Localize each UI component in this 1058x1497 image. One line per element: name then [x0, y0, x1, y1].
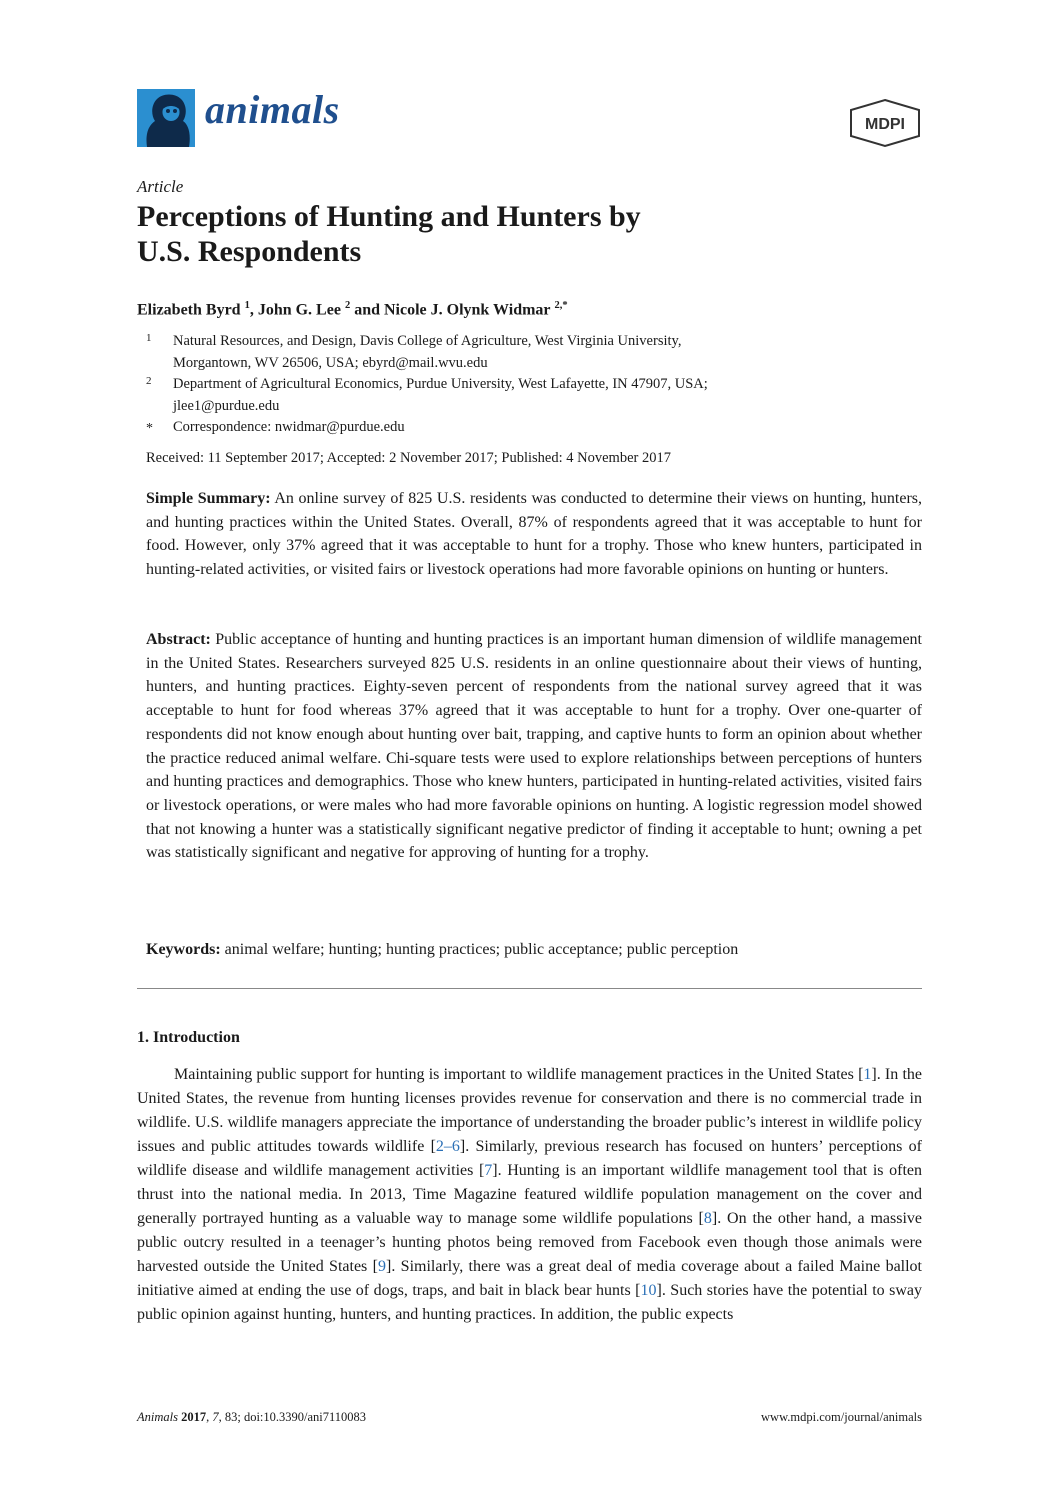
journal-name: animals — [205, 87, 340, 132]
introduction-body — [137, 1063, 922, 1327]
article-type: Article — [137, 177, 184, 196]
citation-link[interactable]: 1 — [863, 1066, 872, 1083]
author-affil-mark: 2 — [344, 300, 351, 311]
publication-dates: Received: 11 September 2017; Accepted: 2 November 2017; Published: 4 November 2017 — [146, 450, 671, 466]
author-name: Elizabeth Byrd — [137, 301, 241, 319]
abstract — [146, 628, 922, 865]
abstract-text: Public acceptance of hunting and hunting practices is an important human dimension of wildlife management in the United States. Researchers surveyed 825 U.S. residents in an online questionnaire about their views of hunting, hunters, and hunting practices. Eighty-seven percent of respondents from the national survey agreed that it was acceptable to hunt for food whereas 37% agreed that it was acceptable to hunt for a trophy. Over one-quarter of respondents did not know enough about hunting over bait, trapping, and captive hunts to form an opinion about whether the practice reduced animal welfare. Chi-square tests were used to explore relationships between perceptions of hunters and hunting practices and demographics. Those who knew hunters, participated in hunting-related activities, visited fairs or livestock operations, or were males who had more favorable opinions on hunting. A logistic regression model showed that not knowing a hunter was a statistically significant negative predictor of finding it acceptable to hunt; owning a pet was statistically significant and negative for approving of hunting for a trophy. — [146, 631, 923, 862]
section-heading: 1. Introduction — [137, 1029, 240, 1046]
abstract-label: Abstract: — [146, 631, 211, 648]
footer-year: 2017 — [181, 1410, 207, 1424]
journal-logo-icon — [137, 89, 195, 147]
keywords-text: animal welfare; hunting; hunting practices; public acceptance; public perception — [224, 941, 739, 958]
title-line-2: U.S. Respondents — [137, 235, 362, 268]
citation-link[interactable]: 8 — [703, 1210, 712, 1227]
body-text: ]. On the other hand, a massive public outcry resulted in a teenager’s hunting photos being removed from Facebook even though those animals were harvested outside the United States [ — [137, 1210, 922, 1275]
citation-link[interactable]: 9 — [377, 1258, 386, 1275]
affiliation-mark: * — [146, 421, 153, 436]
affiliation-text: Department of Agricultural Economics, Purdue University, West Lafayette, IN 47907, USA; — [173, 376, 708, 392]
affiliation-text: Natural Resources, and Design, Davis College of Agriculture, West Virginia University, — [173, 333, 682, 349]
section-divider — [137, 988, 922, 989]
correspondence-text: Correspondence: nwidmar@purdue.edu — [173, 419, 405, 435]
affiliation-1 — [146, 330, 926, 374]
paper-title — [137, 199, 917, 269]
body-text: ]. In the United States, the revenue from hunting licenses provides revenue for conservation and there is no commercial trade in wildlife. U.S. wildlife managers appreciate the importance of understanding the broader public’s interest in wildlife policy issues and public attitudes towards wildlife [ — [137, 1066, 922, 1155]
author-name: Nicole J. Olynk Widmar — [383, 301, 551, 319]
citation-footer: Animals 2017, 7, 83; doi:10.3390/ani7110083 — [137, 1410, 367, 1424]
affiliation-mark: 2 — [146, 375, 152, 387]
citation-link[interactable]: 10 — [640, 1282, 657, 1299]
citation-link[interactable]: 7 — [484, 1162, 493, 1179]
author-separator: , — [249, 301, 258, 319]
affiliation-text: jlee1@purdue.edu — [173, 398, 280, 414]
citation-link[interactable]: 2–6 — [435, 1138, 460, 1155]
keywords-label: Keywords: — [146, 941, 221, 958]
footer-doi: , 83; doi:10.3390/ani7110083 — [218, 1410, 367, 1424]
simple-summary-text: An online survey of 825 U.S. residents was conducted to determine their views on hunting, hunters, and hunting practices within the United States. Overall, 87% of respondents agreed that it was acceptable to hunt for food. However, only 37% agreed that it was acceptable to hunt for a trophy. Those who knew hunters, participated in hunting-related activities, or visited fairs or livestock operations had more favorable opinions on hunting or hunters. — [146, 490, 923, 579]
simple-summary-label: Simple Summary: — [146, 490, 271, 507]
body-text: Maintaining public support for hunting is important to wildlife management practices in the United States [ — [174, 1066, 864, 1083]
journal-url-link[interactable]: www.mdpi.com/journal/animals — [761, 1410, 922, 1424]
correspondence — [146, 416, 926, 438]
body-text: ]. Hunting is an important wildlife management tool that is often thrust into the national media. In 2013, Time Magazine featured wildlife population management on the cover and generally portrayed hunting as a valuable way to manage some wildlife populations [ — [137, 1162, 922, 1227]
affiliation-2 — [146, 373, 926, 417]
affiliation-mark: 1 — [146, 332, 152, 344]
body-text: ]. Similarly, previous research has focused on hunters’ perceptions of wildlife disease and wildlife management activities [ — [137, 1138, 923, 1179]
footer-volume: 7 — [212, 1410, 219, 1424]
author-list — [137, 300, 568, 319]
keywords — [146, 938, 922, 962]
mdpi-logo-text: MDPI — [865, 116, 905, 133]
body-text: ]. Similarly, there was a great deal of media coverage about a failed Maine ballot initiative aimed at ending the use of dogs, traps, and bait in black bear hunts [ — [137, 1258, 923, 1299]
author-separator: and — [350, 301, 384, 319]
footer-journal: Animals — [137, 1410, 178, 1424]
simple-summary — [146, 487, 922, 582]
author-affil-mark: 2,* — [554, 300, 568, 311]
mdpi-logo — [845, 98, 925, 148]
title-line-1: Perceptions of Hunting and Hunters by — [137, 200, 641, 233]
author-affil-mark: 1 — [244, 300, 250, 311]
author-name: John G. Lee — [257, 301, 341, 319]
body-text: ]. Such stories have the potential to sway public opinion against hunting, hunters, and hunting practices. In addition, the public expects — [137, 1282, 922, 1323]
affiliation-text: Morgantown, WV 26506, USA; ebyrd@mail.wvu.edu — [173, 355, 488, 371]
